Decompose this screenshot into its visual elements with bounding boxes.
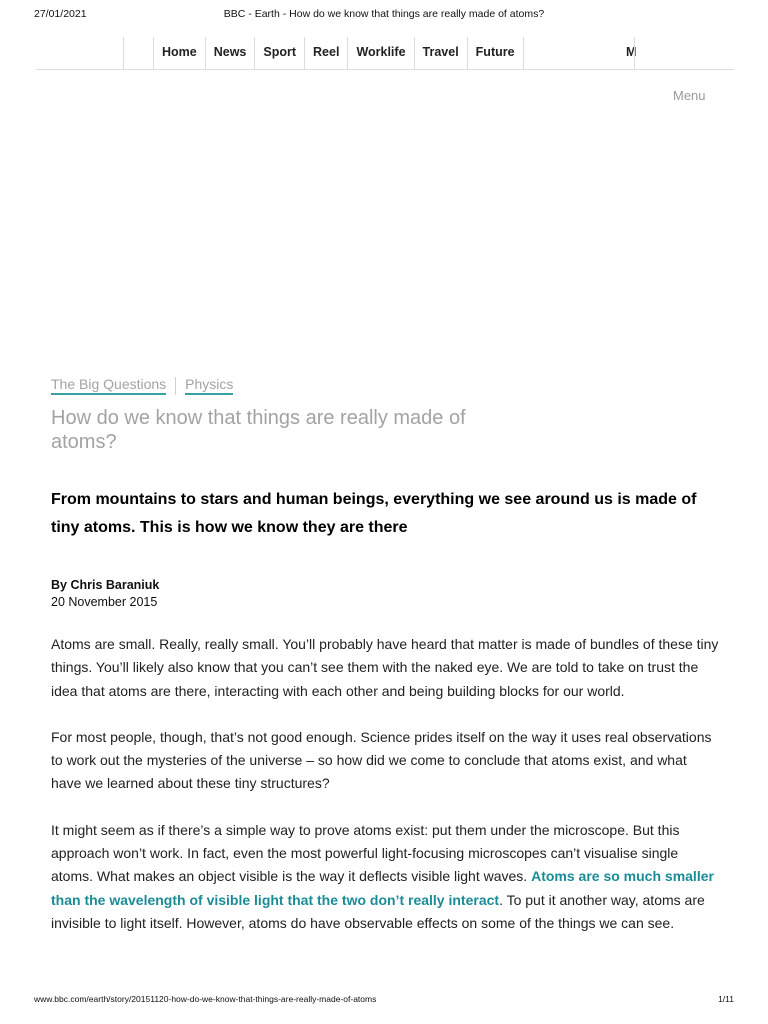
paragraph-text: . To put it another way, atoms are invisible to light itself. However, atoms do have observable effects on some of the things we can see. (51, 891, 705, 931)
nav-items (153, 37, 524, 69)
paragraph-text: It might seem as if there’s a simple way to prove atoms exist: put them under the microscope. But this approach won’t work. In fact, even the most powerful light-focusing microscopes can’t visualise single atoms. What makes an object visible is the way it deflects visible light waves. (51, 821, 680, 885)
tag-physics[interactable]: Physics (185, 376, 233, 395)
article-tags (51, 376, 233, 395)
article-standfirst: From mountains to stars and human beings, everything we see around us is made of tiny atoms. This is how we know they are there (51, 491, 697, 536)
print-title: BBC - Earth - How do we know that things are really made of atoms? (223, 8, 545, 20)
paragraph (51, 819, 721, 935)
nav-item-reel[interactable]: Reel (304, 37, 347, 69)
nav-item-future[interactable]: Future (467, 37, 524, 69)
print-url: www.bbc.com/earth/story/20151120-how-do-we-know-that-things-are-really-made-of-atoms (34, 994, 377, 1004)
nav-item-more[interactable]: M (626, 45, 637, 59)
nav-item-worklife[interactable]: Worklife (347, 37, 413, 69)
tag-big-questions[interactable]: The Big Questions (51, 376, 166, 395)
inline-link[interactable]: Atoms are so much smaller than the wavelength of visible light that the two don’t really interact (51, 868, 714, 908)
print-header (34, 8, 734, 24)
nav-item-home[interactable]: Home (153, 37, 205, 69)
nav-item-news[interactable]: News (205, 37, 255, 69)
article-headline: How do we know that things are really made of atoms? (51, 407, 466, 453)
print-footer (34, 994, 734, 1008)
article-byline: By Chris Baraniuk (51, 578, 160, 592)
print-date: 27/01/2021 (34, 8, 87, 20)
top-navigation (36, 37, 734, 70)
menu-button[interactable]: Menu (673, 88, 706, 103)
paragraph: Atoms are small. Really, really small. You’ll probably have heard that matter is made of bundles of these tiny things. You’ll likely also know that you can’t see them with the naked eye. We are told to take on trust the idea that atoms are there, interacting with each other and being building blocks for our world. (51, 636, 719, 699)
nav-item-travel[interactable]: Travel (414, 37, 467, 69)
page-number: 1/11 (718, 994, 734, 1004)
nav-divider (634, 37, 635, 69)
article-date: 20 November 2015 (51, 595, 158, 609)
nav-item-sport[interactable]: Sport (254, 37, 304, 69)
tag-divider (175, 377, 176, 395)
paragraph: For most people, though, that’s not good enough. Science prides itself on the way it uses real observations to work out the mysteries of the universe – so how did we come to conclude that atoms exist, and what have we learned about these tiny structures? (51, 728, 712, 792)
nav-divider (123, 37, 124, 69)
article-body (51, 633, 721, 958)
